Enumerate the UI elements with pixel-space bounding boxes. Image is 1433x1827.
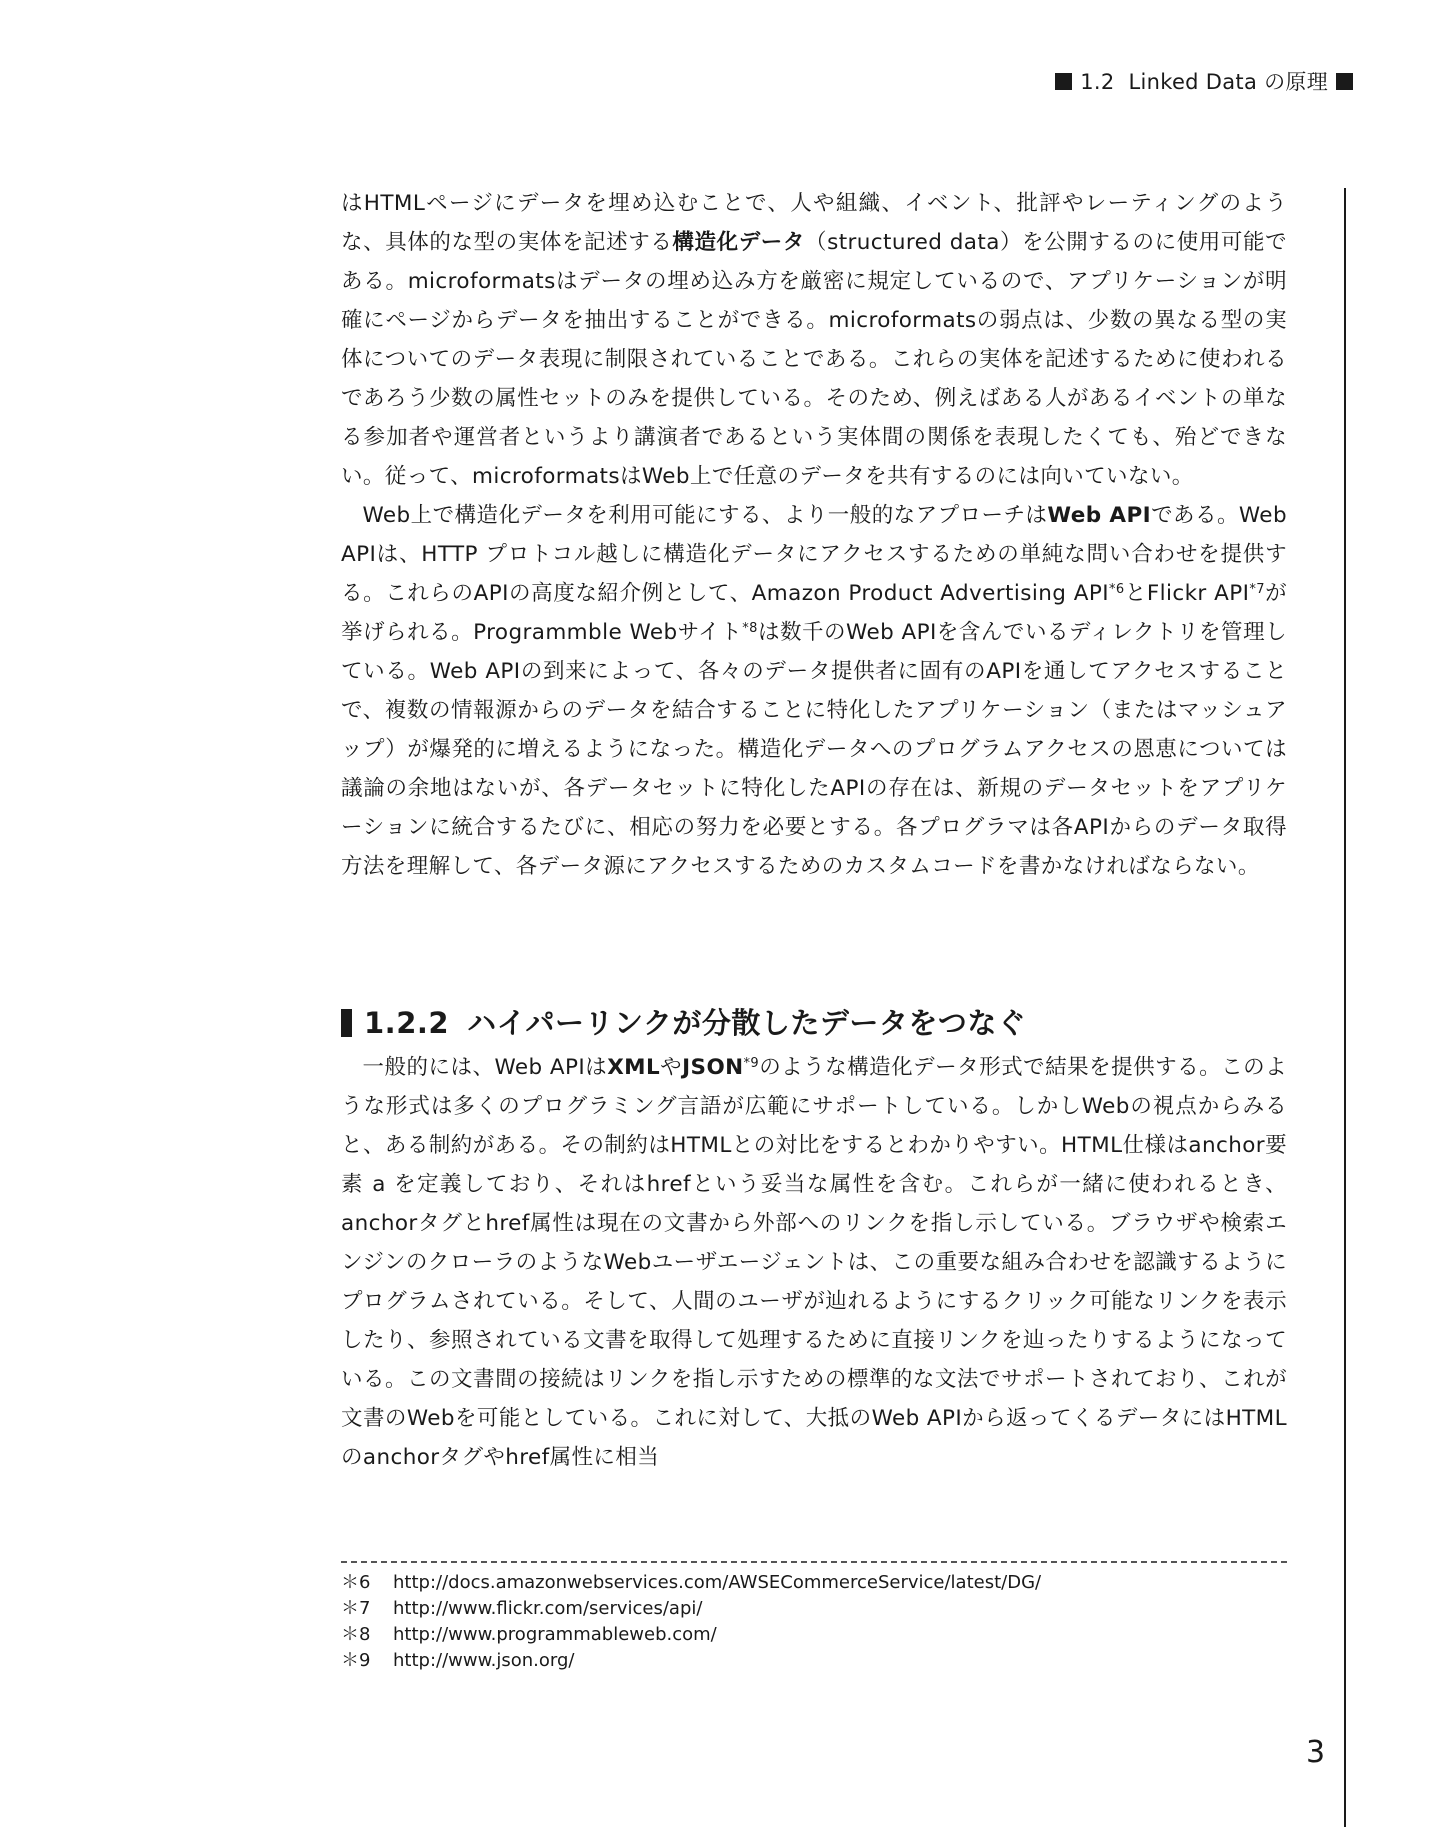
footnote-7 — [341, 1596, 1287, 1622]
paragraph-hyperlinks — [341, 1048, 1287, 1477]
footnote-ref-6[interactable]: *6 — [1108, 582, 1125, 597]
text-run: とFlickr API — [1124, 581, 1250, 606]
footnote-9 — [341, 1648, 1287, 1674]
section-body-2 — [341, 1048, 1287, 1477]
term-xml: XML — [607, 1055, 661, 1080]
section-body-1 — [341, 184, 1287, 886]
footnote-url-link[interactable]: http://docs.amazonwebservices.com/AWSECommerceService/latest/DG/ — [393, 1572, 1042, 1593]
text-run: （structured data）を公開するのに使用可能である。microformatsはデータの埋め込み方を厳密に規定しているので、アプリケーションが明確にページからデータを抽出することができる。microformatsの弱点は、少数の異なる型の実体についてのデータ表現に制限されていることである。これらの実体を記述するために使われるであろう少数の属性セットのみを提供している。そのため、例えばある人があるイベントの単なる参加者や運営者というより講演者であるという実体間の関係を表現したくても、殆どできない。従って、microformatsはWeb上で任意のデータを共有するのには向いていない。 — [341, 230, 1287, 489]
footnote-mark: ＊8 — [341, 1624, 371, 1645]
square-bullet-icon — [1336, 73, 1353, 90]
footnote-url-link[interactable]: http://www.json.org/ — [393, 1650, 575, 1671]
text-run: は数千のWeb APIを含んでいるディレクトリを管理している。Web APIの到来によって、各々のデータ提供者に固有のAPIを通してアクセスすることで、複数の情報源からのデータを結合することに特化したアプリケーション（またはマッシュアップ）が爆発的に増えるようになった。構造化データへのプログラムアクセスの恩恵については議論の余地はないが、各データセットに特化したAPIの存在は、新規のデータセットをアプリケーションに統合するたびに、相応の努力を必要とする。各プログラマは各APIからのデータ取得方法を理解して、各データ源にアクセスするためのカスタムコードを書かなければならない。 — [341, 620, 1288, 879]
paragraph-microformats — [341, 184, 1287, 496]
footnote-8 — [341, 1622, 1287, 1648]
text-run: Web上で構造化データを利用可能にする、より一般的なアプローチは — [362, 503, 1048, 528]
section-heading — [341, 1003, 1026, 1043]
header-section-number: 1.2 — [1080, 70, 1115, 94]
text-run: 一般的には、Web APIは — [362, 1055, 608, 1080]
header-section-title: Linked Data の原理 — [1128, 70, 1328, 94]
footnote-ref-8[interactable]: *8 — [742, 621, 758, 636]
term-web-api: Web API — [1047, 503, 1152, 528]
text-run: である。Web APIは、HTTP プロトコル越しに構造化データにアクセスするための単純な問い合わせを提供する。これらのAPIの高度な紹介例として、Amazon Product Advertising API — [341, 503, 1287, 606]
footnote-ref-9[interactable]: *9 — [743, 1056, 760, 1071]
section-title: ハイパーリンクが分散したデータをつなぐ — [467, 1006, 1027, 1040]
footnote-6 — [341, 1570, 1287, 1596]
footnote-mark: ＊6 — [341, 1572, 371, 1593]
footnote-mark: ＊7 — [341, 1598, 371, 1619]
footnote-ref-7[interactable]: *7 — [1249, 582, 1265, 597]
text-run: のような構造化データ形式で結果を提供する。このような形式は多くのプログラミング言語が広範にサポートしている。しかしWebの視点からみると、ある制約がある。その制約はHTMLとの対比をするとわかりやすい。HTML仕様はanchor要素 a を定義しており、それはhrefという妥当な属性を含む。これらが一緒に使われるとき、anchorタグとhref属性は現在の文書から外部へのリンクを指し示している。ブラウザや検索エンジンのクローラのようなWebユーザエージェントは、この重要な組み合わせを認識するようにプログラムされている。そして、人間のユーザが辿れるようにするクリック可能なリンクを表示したり、参照されている文書を取得して処理するために直接リンクを辿ったりするようになっている。この文書間の接続はリンクを指し示すための標準的な文法でサポートされており、これが文書のWebを可能としている。これに対して、大抵のWeb APIから返ってくるデータにはHTMLのanchorタグやhref属性に相当 — [341, 1055, 1287, 1470]
footnote-mark: ＊9 — [341, 1650, 371, 1671]
text-run: はHTMLページにデータを埋め込むことで、人や組織、イベント、批評やレーティングのような、具体的な型の実体を記述する — [341, 191, 1287, 255]
footnote-separator — [341, 1561, 1287, 1563]
square-bullet-icon — [1055, 73, 1072, 90]
footnote-url-link[interactable]: http://www.flickr.com/services/api/ — [393, 1598, 703, 1619]
term-json: JSON — [682, 1055, 744, 1080]
footnote-url-link[interactable]: http://www.programmableweb.com/ — [393, 1624, 717, 1645]
page-edge-rule — [1344, 188, 1346, 1827]
heading-bar-icon — [341, 1009, 352, 1037]
text-run: が挙げられる。Programmble Webサイト — [341, 581, 1287, 645]
paragraph-web-api — [341, 496, 1287, 886]
running-header — [1055, 66, 1353, 96]
page-number: 3 — [1306, 1735, 1326, 1770]
footnotes — [341, 1570, 1287, 1674]
text-run: や — [660, 1055, 683, 1080]
term-structured-data: 構造化データ — [672, 230, 805, 255]
section-number: 1.2.2 — [364, 1006, 450, 1040]
